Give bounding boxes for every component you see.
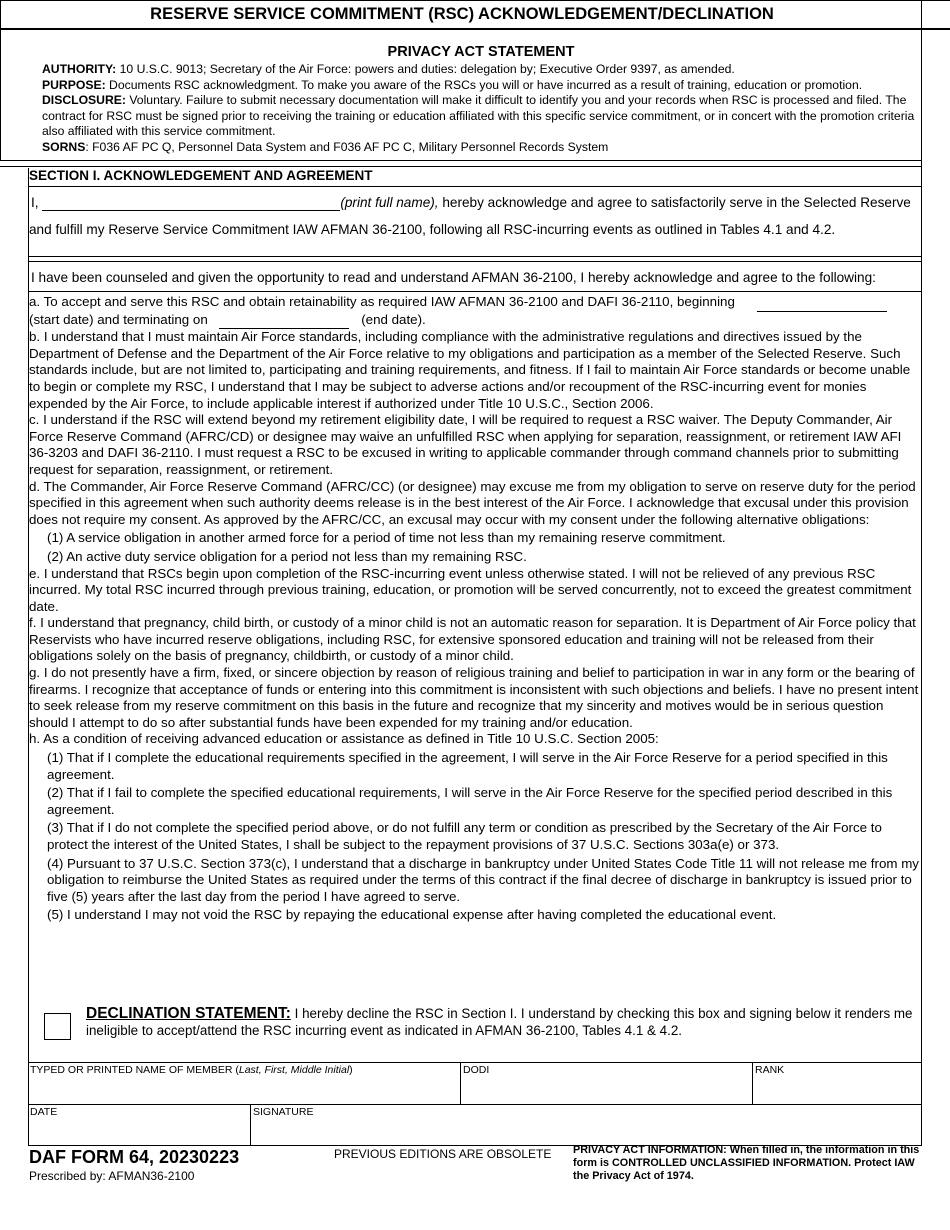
form-title: RESERVE SERVICE COMMITMENT (RSC) ACKNOWLEDGEMENT/DECLINATION [150, 5, 774, 23]
declination-statement [86, 1005, 916, 1039]
disclosure-label: DISCLOSURE: [42, 93, 126, 108]
previous-editions: PREVIOUS EDITIONS ARE OBSOLETE [334, 1147, 552, 1161]
signature-label: SIGNATURE [253, 1106, 314, 1118]
sig-rule-mid [28, 1104, 922, 1105]
member-name-label-end: ) [349, 1064, 353, 1076]
section-1-title: SECTION I. ACKNOWLEDGEMENT AND AGREEMENT [29, 168, 373, 183]
dodi-cell[interactable] [463, 1064, 750, 1102]
sorns-label: SORNS [42, 139, 86, 154]
full-name-field[interactable] [42, 195, 340, 211]
declination-text: I hereby decline the RSC in Section I. I understand by checking this box and signing below it renders me ineligible to accept/attend the RSC incurring event as indicated in AFMAN 36-2100, Tables 4.1 & 4.2. [86, 1006, 913, 1038]
item-g: g. I do not presently have a firm, fixed, or sincere objection by reason of religious training and belief to participation in war in any form or the bearing of firearms. I recognize that acceptance of funds or entering into this commitment is inconsistent with such objections and beliefs. I have no present intent to seek release from my reserve commitment on this basis in the future and recognize that my sincerity and motives would be in serious question should I attempt to do so after substantial funds have been expended for my training and/or education. [29, 665, 919, 730]
acknowledge-line [31, 195, 926, 211]
form-id: DAF FORM 64, 20230223 [29, 1147, 240, 1167]
title-rule [0, 28, 950, 30]
item-h2: (2) That if I fail to complete the specified educational requirements, I will serve in the Air Force Reserve for the specified period described in this agreement. [47, 785, 893, 817]
item-b: b. I understand that I must maintain Air Force standards, including compliance with the administrative regulations and directives issued by the Department of Defense and the Department of the Air Force relative to my obligations and participation as a member of the Selected Reserve. Such standards include, but are not limited to, participating and training requirements, and fitness. If I fail to maintain Air Force standards or become unable to begin or complete my RSC, I understand that I may be subject to adverse actions and/or recoupment of the RSC-incurring event for monies expended by the Air Force, to include applicable interest if authorized under Title 10 U.S.C., Section 2006. [29, 329, 911, 411]
section-rule-top [0, 166, 922, 167]
date-cell[interactable] [30, 1106, 248, 1143]
purpose-label: PURPOSE: [42, 77, 106, 92]
item-h: h. As a condition of receiving advanced education or assistance as defined in Title 10 U.S.C. Section 2005: [29, 731, 659, 747]
counsel-rule [28, 291, 922, 292]
item-d1: (1) A service obligation in another armed force for a period of time not less than my remaining reserve commitment. [47, 530, 726, 546]
item-c: c. I understand if the RSC will extend beyond my retirement eligibility date, I will be required to request a RSC waiver. The Deputy Commander, Air Force Reserve Command (AFRC/CD) or designee may waive an unfulfilled RSC when applying for separation, reassignment, or retirement IAW AFI 36-3203 and DAFI 36-2110. I must request a RSC to be excused in writing to applicable commander through command channels prior to submitting request for separation, reassignment, or retirement. [29, 412, 902, 477]
agreement-body [29, 294, 922, 924]
item-a [29, 294, 922, 312]
start-date-label: (start date) and terminating on [29, 311, 208, 327]
purpose-text: Documents RSC acknowledgment. To make you aware of the RSCs you will or have incurred as a result of training, education or promotion. [105, 77, 863, 92]
privacy-act-title: PRIVACY ACT STATEMENT [387, 44, 575, 60]
prescribed-by: Prescribed by: AFMAN36-2100 [29, 1169, 195, 1183]
item-h5: (5) I understand I may not void the RSC by repaying the educational expense after having completed the educational event. [47, 907, 777, 923]
top-border [0, 0, 950, 1]
line1-suffix: hereby acknowledge and agree to satisfactorily serve in the Selected Reserve [438, 195, 911, 210]
signature-cell[interactable] [253, 1106, 919, 1143]
declination-checkbox[interactable] [44, 1013, 71, 1040]
authority-text: 10 U.S.C. 9013; Secretary of the Air Force: powers and duties: delegation by; Executive Order 9397, as amended. [116, 62, 735, 76]
end-date-field[interactable] [219, 312, 349, 330]
sig-left [28, 1062, 29, 1145]
declination-heading: DECLINATION STATEMENT: [86, 1005, 291, 1022]
rank-label: RANK [755, 1064, 785, 1076]
sig-rule-top [28, 1062, 922, 1063]
item-a-text: a. To accept and serve this RSC and obtain retainability as required IAW AFMAN 36-2100 and DAFI 36-2110, beginning [29, 294, 735, 309]
privacy-rule [0, 160, 922, 161]
print-name-label: (print full name), [340, 195, 439, 210]
member-name-label: TYPED OR PRINTED NAME OF MEMBER ( [30, 1064, 239, 1076]
sig-div-sign [250, 1104, 251, 1145]
sig-div-rank [752, 1062, 753, 1104]
line2-rule-b [28, 261, 922, 262]
sorns-text: : F036 AF PC Q, Personnel Data System and F036 AF PC C, Military Personnel Records System [85, 139, 609, 154]
left-border [0, 0, 1, 160]
authority-label: AUTHORITY: [42, 62, 117, 76]
sig-div-dodi [460, 1062, 461, 1104]
item-f: f. I understand that pregnancy, child birth, or custody of a minor child is not an automatic reason for separation. It is Department of Air Force policy that Reservists who have incurred reserve obligations, including RSC, for extensive sponsored education and training will not be released from their obligations solely on the basis of pregnancy, childbirth, or custody of a minor child. [29, 615, 916, 664]
item-h3: (3) That if I do not complete the specified period above, or do not fulfill any term or condition as prescribed by the Secretary of the Air Force to protect the interest of the United States, I shall be subject to the repayment provisions of 37 U.S.C. Sections 303a(e) or 373. [47, 820, 882, 852]
date-label: DATE [30, 1106, 58, 1118]
start-date-field[interactable] [757, 294, 887, 312]
line1-prefix: I, [31, 195, 39, 210]
item-d2: (2) An active duty service obligation for a period not less than my remaining RSC. [47, 548, 527, 564]
section-rule-bottom [28, 186, 922, 187]
rank-cell[interactable] [755, 1064, 919, 1102]
sig-right [921, 1062, 922, 1145]
item-h4: (4) Pursuant to 37 U.S.C. Section 373(c), I understand that a discharge in bankruptcy under United States Code Title 11 will not release me from my obligation to reimburse the United States as required under the terms of this contract if the final decree of discharge in bankruptcy is issued prior to five (5) years after the last day from the period I have agreed to serve. [47, 855, 919, 904]
line2-rule-a [28, 256, 922, 257]
member-name-label-italic: Last, First, Middle Initial [238, 1064, 350, 1076]
end-date-label: (end date). [361, 311, 426, 327]
privacy-act-body [42, 62, 922, 156]
item-d: d. The Commander, Air Force Reserve Command (AFRC/CC) (or designee) may excuse me from my obligation to serve on reserve duty for the period specified in this agreement when such authority deems release is in the best interest of the Air Force. I acknowledge that excusal under this provision does not require my consent. As approved by the AFRC/CC, an excusal may occur with my consent under the following alternative obligations: [29, 478, 916, 527]
acknowledge-line-2: and fulfill my Reserve Service Commitment IAW AFMAN 36-2100, following all RSC-incurring events as outlined in Tables 4.1 and 4.2. [29, 222, 836, 237]
item-h1: (1) That if I complete the educational requirements specified in the agreement, I will serve in the Air Force Reserve for a period specified in this agreement. [47, 750, 888, 782]
disclosure-text: Voluntary. Failure to submit necessary documentation will make it difficult to identify you and your records when RSC is processed and filed. The contract for RSC must be signed prior to receiving the training or education affiliated with this specific service commitment, or in concert with the promotion criteria also affiliated with this service commitment. [42, 93, 915, 139]
dodi-label: DODI [463, 1064, 490, 1076]
counsel-statement: I have been counseled and given the opportunity to read and understand AFMAN 36-2100, I hereby acknowledge and agree to the following: [31, 270, 876, 285]
member-name-cell[interactable] [30, 1064, 458, 1102]
privacy-act-information: PRIVACY ACT INFORMATION: When filled in, the information in this form is CONTROLLED UNCLASSIFIED INFORMATION. Protect IAW the Privacy Act of 1974. [573, 1144, 920, 1183]
item-e: e. I understand that RSCs begin upon completion of the RSC-incurring event unless otherwise stated. I will not be relieved of any previous RSC incurred. My total RSC incurred through previous training, education, or promotion will be served concurrently, not to exceed the greatest commitment date. [29, 565, 912, 614]
item-a-dates [29, 312, 922, 330]
